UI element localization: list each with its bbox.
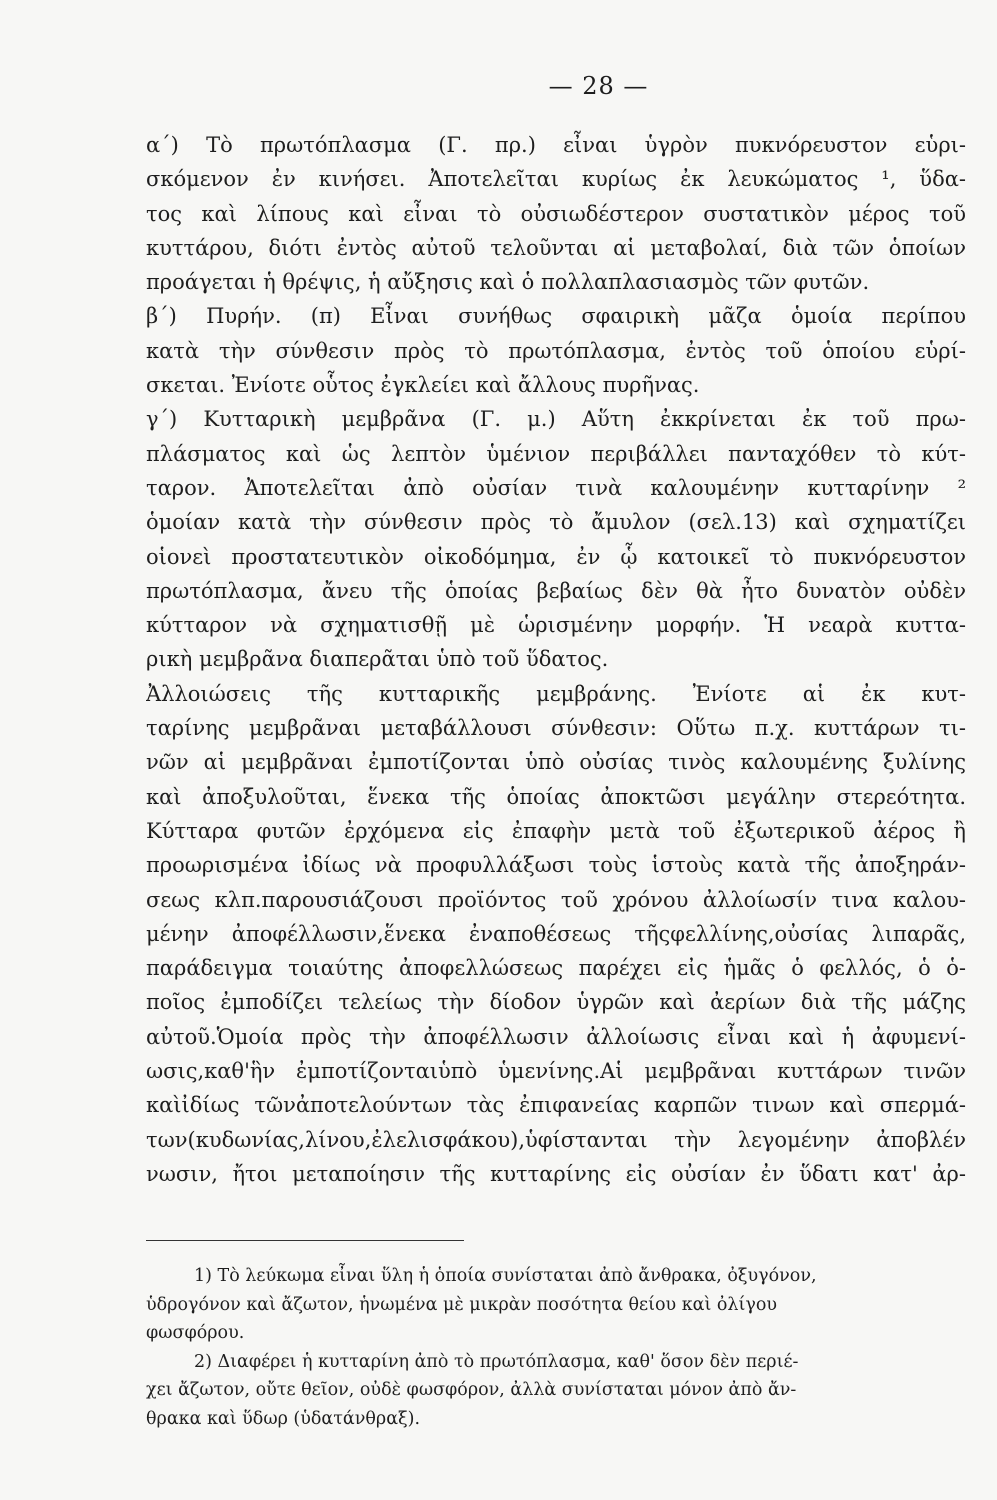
text-line: νῶν αἱ μεμβρᾶναι ἐμποτίζονται ὑπὸ οὐσίας τινὸς καλουμένης ξυλίνης bbox=[146, 750, 966, 775]
text-line: προωρισμένα ἰδίως νὰ προφυλλάξωσι τοὺς ἱστοὺς κατὰ τῆς ἀποξηράν- bbox=[146, 853, 966, 878]
text-line: τος καὶ λίπους καὶ εἶναι τὸ οὐσιωδέστερον συστατικὸν μέρος τοῦ bbox=[146, 201, 966, 226]
footnote-line: χει ἄζωτον, οὔτε θεῖον, οὐδὲ φωσφόρον, ἀλλὰ συνίσταται μόνον ἀπὸ ἄν- bbox=[146, 1380, 797, 1400]
text-line: α΄) Τὸ πρωτόπλασμα (Γ. πρ.) εἶναι ὑγρὸν πυκνόρευστον εὑρι- bbox=[146, 133, 966, 157]
text-line: καὶ ἀποξυλοῦται, ἕνεκα τῆς ὁποίας ἀποκτῶσι μεγάλην στερεότητα. bbox=[146, 784, 966, 809]
footnote-line: ὑδρογόνον καὶ ἄζωτον, ἡνωμένα μὲ μικρὰν ποσότητα θείου καὶ ὀλίγου bbox=[146, 1294, 778, 1315]
text-line: κυττάρου, διότι ἐντὸς αὐτοῦ τελοῦνται αἱ μεταβολαί, διὰ τῶν ὁποίων bbox=[146, 235, 966, 260]
body-text bbox=[146, 128, 966, 1191]
text-line: Ἀλλοιώσεις τῆς κυτταρικῆς μεμβράνης. Ἐνίοτε αἱ ἐκ κυτ- bbox=[146, 681, 966, 706]
text-line: ταρον. Ἀποτελεῖται ἀπὸ οὐσίαν τινὰ καλουμένην κυτταρίνην ² bbox=[146, 475, 966, 500]
footnote-line: φωσφόρου. bbox=[146, 1323, 245, 1343]
text-line: πλάσματος καὶ ὡς λεπτὸν ὑμένιον περιβάλλει πανταχόθεν τὸ κύτ- bbox=[146, 441, 966, 466]
text-line: β΄) Πυρήν. (π) Εἶναι συνήθως σφαιρικὴ μᾶζα ὁμοία περίπου bbox=[146, 304, 966, 329]
text-line: κατὰ τὴν σύνθεσιν πρὸς τὸ πρωτόπλασμα, ἐντὸς τοῦ ὁποίου εὑρί- bbox=[146, 338, 966, 363]
text-line: σκόμενον ἐν κινήσει. Ἀποτελεῖται κυρίως ἐκ λευκώματος ¹, ὕδα- bbox=[146, 167, 966, 192]
footnote-line: 2) Διαφέρει ἡ κυτταρίνη ἀπὸ τὸ πρωτόπλασμα, καθ' ὅσον δὲν περιέ- bbox=[194, 1351, 799, 1372]
text-line: νωσιν, ἤτοι μεταποίησιν τῆς κυτταρίνης εἰς οὐσίαν ἐν ὕδατι κατ' ἀρ- bbox=[146, 1161, 966, 1186]
text-line: των(κυδωνίας,λίνου,ἐλελισφάκου),ὑφίστανται τὴν λεγομένην ἀποβλέν bbox=[146, 1127, 966, 1152]
text-line: ὁμοίαν κατὰ τὴν σύνθεσιν πρὸς τὸ ἄμυλον (σελ.13) καὶ σχηματίζει bbox=[146, 510, 966, 535]
text-line: ωσις,καθ'ἣν ἐμποτίζονταιὑπὸ ὑμενίνης.Αἱ μεμβρᾶναι κυττάρων τινῶν bbox=[146, 1059, 966, 1084]
text-line: ρικὴ μεμβρᾶνα διαπερᾶται ὑπὸ τοῦ ὕδατος. bbox=[146, 647, 609, 672]
text-line: καὶἰδίως τῶνἀποτελούντων τὰς ἐπιφανείας καρπῶν τινων καὶ σπερμά- bbox=[146, 1093, 966, 1118]
footnote-line: 1) Τὸ λεύκωμα εἶναι ὕλη ἡ ὁποία συνίσταται ἀπὸ ἄνθρακα, ὀξυγόνον, bbox=[194, 1266, 817, 1286]
page-number: — 28 — bbox=[548, 72, 649, 100]
text-line: κύτταρον νὰ σχηματισθῇ μὲ ὡρισμένην μορφήν. Ἡ νεαρὰ κυττα- bbox=[146, 613, 966, 638]
footnote-line: θρακα καὶ ὕδωρ (ὑδατάνθραξ). bbox=[146, 1408, 421, 1429]
text-line: γ΄) Κυτταρικὴ μεμβρᾶνα (Γ. μ.) Αὕτη ἐκκρίνεται ἐκ τοῦ πρω- bbox=[146, 407, 966, 432]
text-line: σεως κλπ.παρουσιάζουσι προϊόντος τοῦ χρόνου ἀλλοίωσίν τινα καλου- bbox=[146, 887, 966, 912]
text-line: πρωτόπλασμα, ἄνευ τῆς ὁποίας βεβαίως δὲν θὰ ἦτο δυνατὸν οὐδὲν bbox=[146, 578, 966, 603]
text-line: σκεται. Ἐνίοτε οὗτος ἐγκλείει καὶ ἄλλους πυρῆνας. bbox=[146, 373, 700, 398]
text-line: ταρίνης μεμβρᾶναι μεταβάλλουσι σύνθεσιν: Οὕτω π.χ. κυττάρων τι- bbox=[146, 716, 966, 741]
text-line: αὐτοῦ.Ὁμοία πρὸς τὴν ἀποφέλλωσιν ἀλλοίωσις εἶναι καὶ ἡ ἀφυμενί- bbox=[146, 1024, 966, 1049]
text-line: μένην ἀποφέλλωσιν,ἕνεκα ἐναποθέσεως τῆςφελλίνης,οὐσίας λιπαρᾶς, bbox=[146, 921, 966, 946]
text-line: παράδειγμα τοιαύτης ἀποφελλώσεως παρέχει εἰς ἡμᾶς ὁ φελλός, ὁ ὁ- bbox=[146, 956, 966, 981]
footnote-divider bbox=[146, 1240, 464, 1241]
text-line: οἱονεὶ προστατευτικὸν οἰκοδόμημα, ἐν ᾧ κατοικεῖ τὸ πυκνόρευστον bbox=[146, 544, 966, 569]
footnotes bbox=[146, 1262, 966, 1433]
text-line: Κύτταρα φυτῶν ἐρχόμενα εἰς ἐπαφὴν μετὰ τοῦ ἐξωτερικοῦ ἀέρος ἢ bbox=[146, 818, 966, 843]
text-line: ποῖος ἐμποδίζει τελείως τὴν δίοδον ὑγρῶν καὶ ἀερίων διὰ τῆς μάζης bbox=[146, 990, 966, 1015]
text-line: προάγεται ἡ θρέψις, ἡ αὔξησις καὶ ὁ πολλαπλασιασμὸς τῶν φυτῶν. bbox=[146, 270, 870, 295]
